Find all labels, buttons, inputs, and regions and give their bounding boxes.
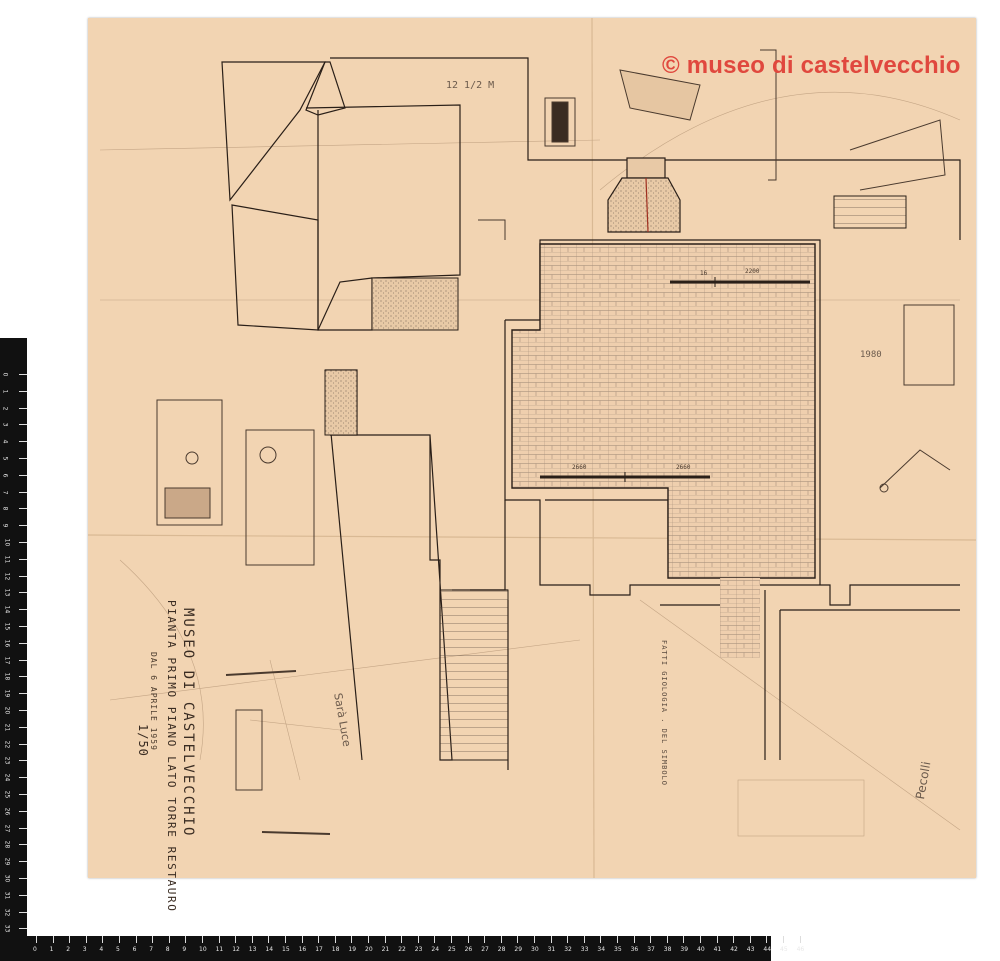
museum-watermark: © museo di castelvecchio bbox=[662, 52, 961, 79]
ruler-tick bbox=[36, 936, 37, 943]
pencil-note-right: Pecolli bbox=[913, 760, 934, 801]
ruler-tick bbox=[351, 936, 352, 943]
ruler-tick-label: 11 bbox=[3, 555, 11, 564]
ruler-tick-label: 11 bbox=[215, 946, 224, 953]
ruler-tick bbox=[19, 727, 27, 728]
ruler-tick-label: 0 bbox=[1, 372, 9, 377]
drawing-date: DAL 6 APRILE 1959 bbox=[149, 652, 158, 751]
ruler-tick-label: 4 bbox=[1, 439, 9, 444]
ruler-tick-label: 2 bbox=[1, 406, 9, 411]
pencil-note-top: 12 1/2 M bbox=[446, 80, 495, 91]
ruler-tick-label: 2 bbox=[66, 946, 71, 953]
ruler-tick-label: 14 bbox=[3, 605, 11, 614]
ruler-tick bbox=[169, 936, 170, 943]
ruler-tick bbox=[19, 861, 27, 862]
ruler-tick-label: 28 bbox=[497, 946, 506, 953]
ruler-tick-label: 16 bbox=[3, 639, 11, 648]
tiled-passage bbox=[720, 578, 760, 658]
ruler-tick bbox=[268, 936, 269, 943]
ruler-tick-label: 35 bbox=[614, 946, 622, 953]
ruler-tick-label: 5 bbox=[116, 946, 120, 953]
ruler-tick bbox=[800, 936, 801, 943]
ruler-tick bbox=[19, 592, 27, 593]
ruler-tick-label: 34 bbox=[597, 946, 606, 953]
ruler-tick bbox=[335, 936, 336, 943]
ruler-tick-label: 3 bbox=[82, 946, 87, 953]
ruler-tick bbox=[19, 844, 27, 845]
ruler-tick bbox=[501, 936, 502, 943]
ruler-tick-label: 4 bbox=[99, 946, 104, 953]
ruler-tick bbox=[434, 936, 435, 943]
ruler-tick bbox=[617, 936, 618, 943]
ruler-tick-label: 22 bbox=[398, 946, 406, 953]
fold-line-horizontal bbox=[88, 535, 976, 540]
ruler-tick bbox=[19, 492, 27, 493]
ruler-tick-label: 15 bbox=[282, 946, 290, 953]
ruler-tick bbox=[102, 936, 103, 943]
ruler-tick bbox=[252, 936, 253, 943]
ruler-tick-label: 36 bbox=[630, 946, 639, 953]
ruler-tick-label: 24 bbox=[3, 773, 11, 782]
ruler-tick-label: 25 bbox=[3, 790, 11, 799]
ruler-tick-label: 18 bbox=[331, 946, 340, 953]
ruler-tick-label: 20 bbox=[365, 946, 373, 953]
ruler-tick bbox=[152, 936, 153, 943]
ruler-tick bbox=[235, 936, 236, 943]
ruler-tick-label: 19 bbox=[348, 946, 357, 953]
ruler-tick-label: 26 bbox=[464, 946, 473, 953]
ruler-tick bbox=[783, 936, 784, 943]
ruler-tick-label: 33 bbox=[580, 946, 589, 953]
ruler-tick bbox=[634, 936, 635, 943]
ruler-tick bbox=[650, 936, 651, 943]
ruler-tick-label: 23 bbox=[3, 757, 11, 765]
ruler-tick-label: 27 bbox=[3, 824, 11, 832]
staircase-lower bbox=[440, 590, 508, 760]
ruler-tick bbox=[368, 936, 369, 943]
ruler-tick-label: 31 bbox=[547, 946, 556, 953]
ruler-tick bbox=[584, 936, 585, 943]
ruler-tick-label: 7 bbox=[149, 946, 154, 953]
ruler-tick bbox=[19, 626, 27, 627]
drawing-title: MUSEO DI CASTELVECCHIO bbox=[180, 608, 196, 838]
ruler-tick-label: 17 bbox=[3, 656, 11, 664]
ruler-tick bbox=[19, 777, 27, 778]
ruler-tick-label: 13 bbox=[3, 589, 11, 597]
pencil-note-left: Sarà Luce bbox=[331, 692, 354, 748]
ruler-tick-label: 25 bbox=[448, 946, 456, 953]
ruler-tick bbox=[19, 676, 27, 677]
ruler-tick bbox=[19, 811, 27, 812]
ruler-tick-label: 6 bbox=[132, 946, 137, 953]
ruler-tick bbox=[19, 744, 27, 745]
ruler-tick bbox=[69, 936, 70, 943]
ruler-tick-label: 20 bbox=[3, 706, 11, 715]
ruler-tick bbox=[318, 936, 319, 943]
tower-base bbox=[608, 158, 680, 232]
ruler-tick-label: 32 bbox=[3, 908, 11, 916]
ruler-tick bbox=[517, 936, 518, 943]
pencil-dimension: 1980 bbox=[860, 350, 882, 360]
ruler-tick-label: 13 bbox=[248, 946, 257, 953]
scale-ruler-vertical bbox=[0, 338, 27, 938]
dim-lower-b: 2660 bbox=[676, 464, 691, 471]
ruler-tick-label: 10 bbox=[199, 946, 207, 953]
ruler-tick bbox=[19, 912, 27, 913]
ruler-tick bbox=[700, 936, 701, 943]
ruler-tick-label: 12 bbox=[232, 946, 240, 953]
ruler-tick bbox=[19, 559, 27, 560]
ruler-tick-label: 26 bbox=[3, 807, 11, 816]
ruler-tick bbox=[219, 936, 220, 943]
ruler-tick-label: 7 bbox=[1, 490, 9, 495]
ruler-tick bbox=[19, 542, 27, 543]
stippled-wall-2 bbox=[325, 370, 357, 435]
ruler-tick bbox=[19, 576, 27, 577]
dim-lower-a: 2660 bbox=[572, 464, 587, 471]
ruler-tick-label: 41 bbox=[713, 946, 722, 953]
ruler-tick-label: 33 bbox=[3, 925, 11, 933]
ruler-tick bbox=[19, 878, 27, 879]
ruler-tick bbox=[683, 936, 684, 943]
ruler-tick bbox=[484, 936, 485, 943]
ruler-tick-label: 42 bbox=[730, 946, 738, 953]
ruler-tick bbox=[136, 936, 137, 943]
ruler-tick bbox=[19, 693, 27, 694]
ruler-tick bbox=[185, 936, 186, 943]
ruler-tick-label: 29 bbox=[3, 857, 11, 866]
ruler-tick bbox=[202, 936, 203, 943]
ruler-tick-label: 18 bbox=[3, 673, 11, 681]
ruler-tick bbox=[19, 609, 27, 610]
ruler-tick-label: 9 bbox=[182, 946, 187, 953]
stippled-wall-1 bbox=[372, 278, 458, 330]
ruler-tick bbox=[733, 936, 734, 943]
ruler-tick-label: 17 bbox=[315, 946, 323, 953]
ruler-tick bbox=[19, 424, 27, 425]
ruler-tick bbox=[285, 936, 286, 943]
ruler-tick bbox=[86, 936, 87, 943]
ruler-tick-label: 16 bbox=[298, 946, 307, 953]
ruler-tick bbox=[19, 458, 27, 459]
dim-upper-a: 16 bbox=[700, 270, 708, 277]
ruler-tick bbox=[53, 936, 54, 943]
ruler-tick-label: 46 bbox=[796, 946, 805, 953]
ruler-tick-label: 8 bbox=[1, 506, 9, 511]
ruler-tick-label: 6 bbox=[1, 473, 9, 478]
ruler-tick bbox=[717, 936, 718, 943]
ruler-tick-label: 31 bbox=[3, 891, 11, 900]
ruler-tick-label: 38 bbox=[663, 946, 672, 953]
ruler-tick bbox=[19, 710, 27, 711]
ruler-tick-label: 5 bbox=[1, 456, 9, 461]
scale-ruler-horizontal bbox=[0, 936, 805, 961]
ruler-tick bbox=[19, 475, 27, 476]
ruler-tick-label: 9 bbox=[1, 523, 9, 528]
ruler-tick bbox=[19, 760, 27, 761]
ruler-tick bbox=[19, 525, 27, 526]
ruler-tick-label: 44 bbox=[763, 946, 772, 953]
ruler-tick-label: 27 bbox=[481, 946, 489, 953]
ruler-tick-label: 19 bbox=[3, 689, 11, 698]
ruler-tick-label: 43 bbox=[746, 946, 755, 953]
ruler-tick-label: 29 bbox=[514, 946, 523, 953]
ruler-tick-label: 39 bbox=[680, 946, 689, 953]
ruler-tick-label: 0 bbox=[33, 946, 37, 953]
ruler-tick bbox=[534, 936, 535, 943]
ruler-tick bbox=[551, 936, 552, 943]
ruler-tick bbox=[119, 936, 120, 943]
ruler-tick-label: 14 bbox=[265, 946, 274, 953]
ruler-tick bbox=[750, 936, 751, 943]
staircase-right bbox=[834, 196, 906, 228]
ruler-tick bbox=[468, 936, 469, 943]
ruler-tick bbox=[567, 936, 568, 943]
ruler-tick-label: 28 bbox=[3, 841, 11, 849]
ruler-tick-label: 8 bbox=[165, 946, 170, 953]
ruler-tick-label: 32 bbox=[564, 946, 572, 953]
dim-upper-b: 2200 bbox=[745, 268, 760, 275]
drawing-scale: 1/50 bbox=[136, 724, 150, 757]
ruler-tick-label: 3 bbox=[1, 422, 9, 427]
ruler-tick-label: 1 bbox=[1, 389, 9, 394]
ruler-tick bbox=[401, 936, 402, 943]
ruler-tick-label: 10 bbox=[3, 538, 11, 547]
ruler-tick-label: 15 bbox=[3, 622, 11, 631]
ruler-tick bbox=[667, 936, 668, 943]
ruler-tick bbox=[19, 828, 27, 829]
ruler-tick-label: 30 bbox=[531, 946, 539, 953]
ruler-tick bbox=[19, 660, 27, 661]
ruler-tick-label: 23 bbox=[414, 946, 423, 953]
ruler-tick-label: 24 bbox=[431, 946, 440, 953]
ruler-tick bbox=[19, 895, 27, 896]
ruler-tick-label: 21 bbox=[3, 723, 11, 732]
vertical-note: FATTI GIOLOGIA . DEL SIMBOLO bbox=[660, 640, 668, 787]
ruler-tick bbox=[19, 928, 27, 929]
ruler-tick bbox=[302, 936, 303, 943]
ruler-tick bbox=[19, 408, 27, 409]
ruler-tick bbox=[766, 936, 767, 943]
ruler-tick bbox=[451, 936, 452, 943]
ruler-tick bbox=[19, 508, 27, 509]
ruler-tick bbox=[19, 643, 27, 644]
ruler-tick-label: 40 bbox=[697, 946, 705, 953]
ruler-tick-label: 37 bbox=[647, 946, 655, 953]
ruler-tick-label: 30 bbox=[3, 874, 11, 883]
tiled-floor bbox=[512, 244, 815, 578]
ruler-tick bbox=[600, 936, 601, 943]
ruler-tick bbox=[418, 936, 419, 943]
ruler-tick bbox=[19, 391, 27, 392]
ruler-tick-label: 12 bbox=[3, 572, 11, 580]
ruler-tick-label: 1 bbox=[49, 946, 54, 953]
ruler-tick-label: 45 bbox=[780, 946, 788, 953]
ruler-tick bbox=[19, 794, 27, 795]
ruler-tick-label: 22 bbox=[3, 740, 11, 748]
ruler-tick bbox=[19, 441, 27, 442]
ruler-tick bbox=[19, 374, 27, 375]
drawing-subtitle: PIANTA PRIMO PIANO LATO TORRE RESTAURO bbox=[165, 600, 178, 913]
ruler-tick-label: 21 bbox=[381, 946, 390, 953]
ruler-tick bbox=[385, 936, 386, 943]
